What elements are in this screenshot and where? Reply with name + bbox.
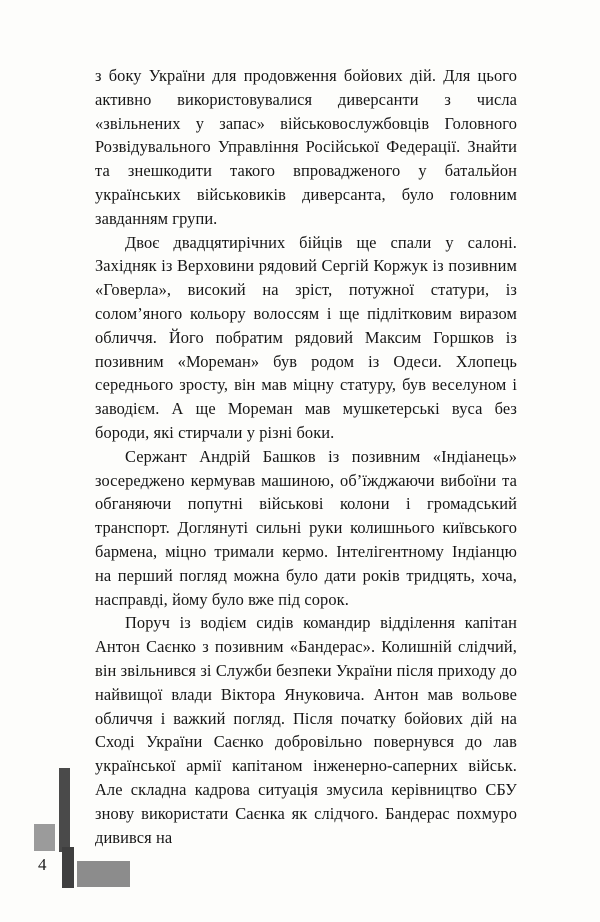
margin-ornament-vertical-bar-lower	[62, 847, 74, 888]
page-number: 4	[38, 855, 47, 874]
margin-ornament-vertical-bar	[59, 768, 70, 852]
margin-ornament-square	[34, 824, 55, 851]
paragraph: з боку України для продовження бойових дій. Для цього активно використовувалися диверсанти з числа «звільнених у запас» військовослужбовців Головного Розвідувального Управління Російської Федерації. Знайти та знешкодити такого впровадженого у батальйон українських військовиків диверсанта, було головним завданням групи.	[95, 66, 517, 228]
body-text	[95, 64, 517, 849]
paragraph: Сержант Андрій Башков із позивним «Індіанець» зосереджено кермував машиною, об’їжджаючи вибоїни та обганяючи попутні військові колони і громадський транспорт. Доглянуті сильні руки колишнього київського бармена, міцно тримали кермо. Інтелігентному Індіанцю на перший погляд можна було дати років тридцять, хоча, насправді, йому було вже під сорок.	[95, 446, 517, 609]
paragraph: Двоє двадцятирічних бійців ще спали у салоні. Західняк із Верховини рядовий Сергій Коржук із позивним «Говерла», високий на зріст, потужної статури, із солом’яного кольору волоссям і ще підлітковим виразом обличчя. Його побратим рядовий Максим Горшков із позивним «Мореман» був родом із Одеси. Хлопець середнього зросту, він мав міцну статуру, був веселуном і заводієм. А ще Мореман мав мушкетерські вуса без бороди, які стирчали у різні боки.	[95, 232, 517, 442]
margin-ornament-horizontal-block	[77, 861, 130, 887]
paragraph: Поруч із водієм сидів командир відділення капітан Антон Саєнко з позивним «Бандерас». Колишній слідчий, він звільнився зі Служби безпеки України після приходу до найвищої влади Віктора Януковича. Антон мав вольове обличчя і важкий погляд. Після початку бойових дій на Сході України Саєнко добровільно повернувся до лав української армії капітаном інженерно-саперних військ. Але складна кадрова ситуація змусила керівництво СБУ знову використати Саєнка як слідчого. Бандерас похмуро дивився на	[95, 613, 517, 847]
